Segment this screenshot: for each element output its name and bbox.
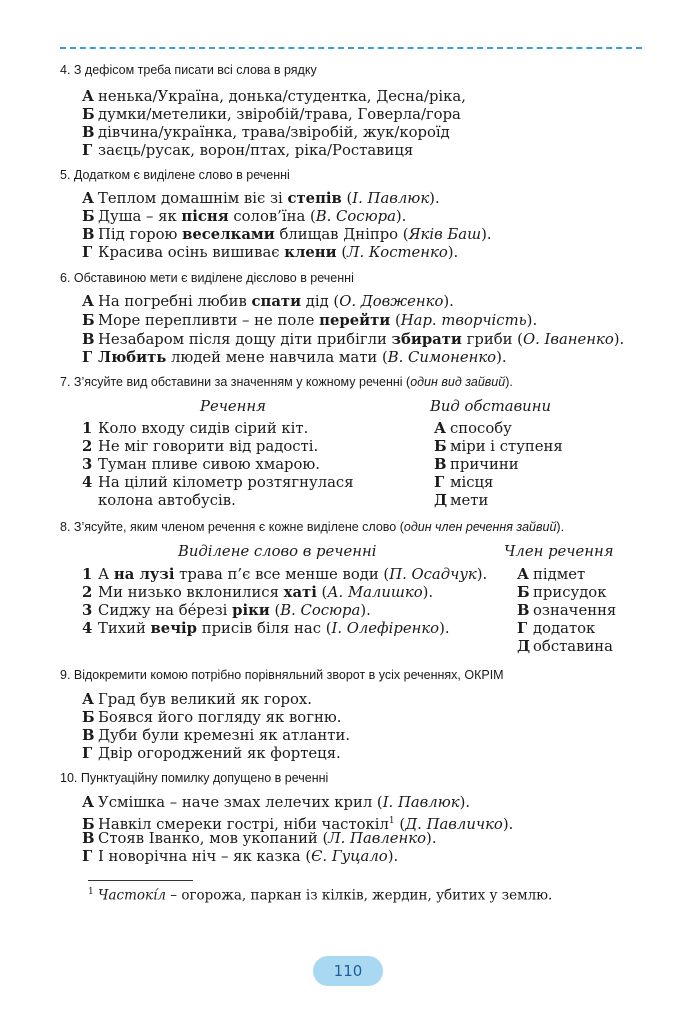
q4-option-a [82, 88, 466, 106]
highlighted-word: Любить [98, 349, 167, 366]
footnote-number: 1 [88, 887, 94, 897]
q5-option-c [82, 226, 492, 244]
title-italic: один вид зайвий [410, 375, 506, 389]
option-text: ). [443, 293, 454, 310]
q4-option-b [82, 106, 461, 124]
sentence-text: ( [316, 584, 328, 601]
sentence-text: ). [476, 566, 488, 583]
option-letter: Б [82, 208, 95, 225]
sentence-number: 2 [82, 438, 93, 455]
answer-letter: Д [517, 638, 531, 655]
author: І. Олефіренко [331, 620, 440, 637]
q7-answer-d [434, 474, 493, 492]
q8-answer-b [517, 584, 606, 602]
question-9-title: 9. Відокремити комою потрібно порівняльний зворот в усіх реченнях, ОКРІМ [60, 668, 504, 682]
q8-sentence-1 [82, 566, 487, 584]
option-text: ). [613, 331, 625, 348]
q5-option-b [82, 208, 406, 226]
footnote-marker: 1 [388, 816, 395, 826]
q8-sentence-4 [82, 620, 450, 638]
highlighted-word: веселками [182, 226, 275, 243]
answer-text: обставина [533, 638, 613, 655]
option-text: ). [387, 848, 399, 865]
highlighted-word: на лузі [113, 566, 175, 583]
highlighted-word: степів [287, 190, 342, 207]
option-letter: Г [82, 848, 93, 865]
option-text: ). [426, 830, 437, 847]
title-text: ). [505, 375, 513, 389]
option-text: І новорічна ніч – як казка ( [98, 848, 312, 865]
option-text: солов’їна ( [228, 208, 316, 225]
answer-letter: А [517, 566, 530, 583]
option-letter: Б [82, 312, 95, 329]
sentence-number: 3 [82, 602, 93, 619]
footnote-divider [88, 880, 193, 881]
option-text: Стояв Іванко, мов укопаний ( [98, 830, 329, 847]
sentence-number: 1 [82, 566, 93, 583]
highlighted-word: збирати [391, 331, 462, 348]
q10-option-d [82, 848, 398, 866]
sentence-number: 4 [82, 620, 93, 637]
option-text: дід ( [301, 293, 340, 310]
question-6-title: 6. Обставиною мети є виділене дієслово в реченні [60, 271, 354, 285]
footnote [88, 887, 552, 904]
sentence-text: ( [269, 602, 281, 619]
option-text: заєць/русак, ворон/птах, ріка/Роставиця [98, 142, 414, 159]
option-letter: А [82, 293, 95, 310]
answer-text: підмет [533, 566, 586, 583]
option-letter: Б [82, 106, 95, 123]
sentence-text: присів біля нас ( [197, 620, 332, 637]
sentence-text: ). [422, 584, 434, 601]
q4-option-c [82, 124, 450, 142]
option-text: ( [336, 244, 348, 261]
option-text: Боявся його погляду як вогню. [98, 709, 342, 726]
q6-option-c [82, 331, 624, 349]
q7-answer-e [434, 492, 488, 510]
q8-col-left-heading: Виділене слово в реченні [178, 543, 377, 560]
footnote-text: – огорожа, паркан із кілків, жердин, убитих у землю. [165, 887, 553, 904]
q9-option-d [82, 745, 341, 763]
option-letter: А [82, 691, 95, 708]
sentence-text: ). [360, 602, 371, 619]
option-text: ненька/Україна, донька/студентка, Десна/ріка, [98, 88, 466, 105]
q8-answer-d [517, 620, 595, 638]
q6-option-b [82, 312, 537, 330]
option-text: ). [429, 190, 440, 207]
question-7-title [60, 375, 513, 389]
author: В. Сосюра [315, 208, 396, 225]
option-text: ( [394, 815, 406, 833]
q7-sentence-2 [82, 438, 318, 456]
option-text: ). [502, 815, 514, 833]
q8-answer-e [517, 638, 613, 656]
sentence-number: 4 [82, 474, 93, 491]
sentence-text: трава п’є все менше води ( [174, 566, 390, 583]
option-letter: Б [82, 709, 95, 726]
answer-letter: Г [517, 620, 528, 637]
option-text: людей мене навчила мати ( [166, 349, 388, 366]
question-8-title [60, 520, 564, 534]
author: Л. Павленко [328, 830, 427, 847]
sentence-text: Ми низько вклонилися [98, 584, 284, 601]
answer-letter: В [434, 456, 447, 473]
option-letter: А [82, 190, 95, 207]
q8-sentence-2 [82, 584, 433, 602]
answer-text: присудок [533, 584, 607, 601]
author: Д. Павличко [405, 815, 503, 833]
q6-option-a [82, 293, 454, 311]
q7-col-left-heading: Речення [200, 398, 266, 415]
q7-answer-a [434, 420, 512, 438]
q6-option-d [82, 349, 507, 367]
q10-option-a [82, 794, 470, 812]
answer-text: додаток [533, 620, 596, 637]
option-letter: В [82, 124, 95, 141]
option-text: ). [526, 312, 538, 329]
sentence-text: Не міг говорити від радості. [98, 438, 319, 455]
title-text: 7. З’ясуйте вид обставини за значенням у кожному реченні ( [60, 375, 411, 389]
option-text: ). [447, 244, 459, 261]
option-letter: А [82, 794, 95, 811]
option-text: На погребні любив [98, 293, 252, 310]
highlighted-word: пісня [181, 208, 229, 225]
sentence-text: А [98, 566, 114, 583]
top-divider [60, 47, 642, 49]
option-letter: Г [82, 142, 93, 159]
author: В. Сосюра [280, 602, 361, 619]
sentence-text: ). [439, 620, 450, 637]
option-letter: Б [82, 815, 95, 833]
q9-option-a [82, 691, 312, 709]
q5-option-d [82, 244, 458, 262]
q7-sentence-1 [82, 420, 308, 438]
author: І. Павлюк [352, 190, 430, 207]
q7-sentence-3 [82, 456, 320, 474]
option-text: думки/метелики, звіробій/трава, Говерла/гора [98, 106, 461, 123]
answer-letter: Д [434, 492, 448, 509]
q5-option-a [82, 190, 440, 208]
q8-col-right-heading: Член речення [504, 543, 614, 560]
q7-answer-c [434, 456, 519, 474]
answer-text: способу [450, 420, 512, 437]
option-text: Море перепливти – не поле [98, 312, 320, 329]
answer-letter: Г [434, 474, 445, 491]
sentence-text: колона автобусів. [98, 492, 236, 509]
q8-sentence-3 [82, 602, 371, 620]
highlighted-word: перейти [319, 312, 391, 329]
option-text: Красива осінь вишиває [98, 244, 285, 261]
q7-answer-b [434, 438, 563, 456]
option-letter: В [82, 226, 95, 243]
option-text: ( [341, 190, 353, 207]
answer-text: причини [450, 456, 519, 473]
option-letter: В [82, 830, 95, 847]
answer-text: мети [450, 492, 489, 509]
footnote-term: Частокíл [98, 887, 166, 904]
sentence-number: 1 [82, 420, 93, 437]
q9-option-c [82, 727, 350, 745]
answer-letter: А [434, 420, 447, 437]
option-text: Усмішка – наче змах лелечих крил ( [98, 794, 383, 811]
highlighted-word: вечір [150, 620, 198, 637]
option-text: гриби ( [461, 331, 523, 348]
highlighted-word: хаті [283, 584, 317, 601]
author: О. Іваненко [522, 331, 614, 348]
answer-letter: В [517, 602, 530, 619]
option-letter: В [82, 331, 95, 348]
q7-col-right-heading: Вид обставини [430, 398, 551, 415]
sentence-text: Тихий [98, 620, 151, 637]
sentence-text: Туман пливе сивою хмарою. [98, 456, 321, 473]
q8-answer-a [517, 566, 585, 584]
author: П. Осадчук [389, 566, 477, 583]
option-text: ). [496, 349, 507, 366]
q4-option-d [82, 142, 413, 160]
option-text: ( [390, 312, 401, 329]
q8-answer-c [517, 602, 616, 620]
answer-text: міри і ступеня [450, 438, 563, 455]
question-5-title: 5. Додатком є виділене слово в реченні [60, 168, 290, 182]
option-text: Двір огороджений як фортеця. [98, 745, 341, 762]
option-text: блищав Дніпро ( [274, 226, 409, 243]
title-text: 8. З’ясуйте, яким членом речення є кожне виділене слово ( [60, 520, 404, 534]
highlighted-word: спати [251, 293, 302, 310]
option-text: Град був великий як горох. [98, 691, 312, 708]
option-text: Теплом домашнім віє зі [98, 190, 288, 207]
page-number: 110 [313, 956, 383, 986]
q10-option-c [82, 830, 437, 848]
sentence-text: Сиджу на бéрезі [98, 602, 233, 619]
q7-sentence-4 [82, 474, 354, 492]
option-letter: Г [82, 349, 93, 366]
sentence-number: 3 [82, 456, 93, 473]
question-10-title: 10. Пунктуаційну помилку допущено в реченні [60, 771, 329, 785]
author: А. Малишко [327, 584, 423, 601]
option-text: Незабаром після дощу діти прибігли [98, 331, 392, 348]
highlighted-word: клени [284, 244, 337, 261]
option-letter: Г [82, 745, 93, 762]
option-letter: А [82, 88, 95, 105]
option-text: Душа – як [98, 208, 182, 225]
answer-letter: Б [434, 438, 447, 455]
author: Яків Баш [408, 226, 482, 243]
title-italic: один член речення зайвий [403, 520, 557, 534]
q9-option-b [82, 709, 341, 727]
author: О. Довженко [339, 293, 444, 310]
author: І. Павлюк [382, 794, 460, 811]
sentence-number: 2 [82, 584, 93, 601]
option-text: Навкіл смереки гострі, ніби частокіл [98, 815, 389, 833]
option-letter: В [82, 727, 95, 744]
option-text: Дуби були кремезні як атланти. [98, 727, 351, 744]
answer-text: місця [450, 474, 494, 491]
author: Нар. творчість [400, 312, 527, 329]
author: Є. Гуцало [311, 848, 388, 865]
sentence-text: Коло входу сидів сірий кіт. [98, 420, 309, 437]
author: В. Симоненко [387, 349, 497, 366]
option-text: Під горою [98, 226, 183, 243]
highlighted-word: ріки [232, 602, 270, 619]
author: Л. Костенко [347, 244, 448, 261]
answer-text: означення [533, 602, 617, 619]
option-text: ). [481, 226, 492, 243]
answer-letter: Б [517, 584, 530, 601]
sentence-text: На цілий кілометр розтягнулася [98, 474, 354, 491]
option-text: ). [459, 794, 471, 811]
option-letter: Г [82, 244, 93, 261]
q7-sentence-4-cont [82, 492, 236, 510]
question-4-title: 4. З дефісом треба писати всі слова в рядку [60, 63, 317, 77]
option-text: дівчина/українка, трава/звіробій, жук/короїд [98, 124, 450, 141]
option-text: ). [395, 208, 407, 225]
title-text: ). [556, 520, 565, 534]
